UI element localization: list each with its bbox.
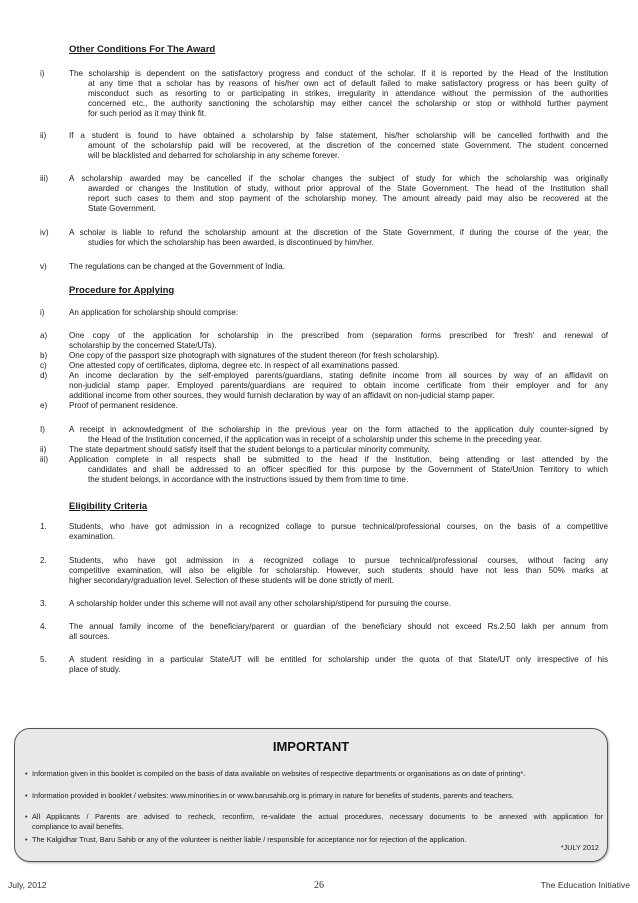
text-line: One attested copy of certificates, diploma, degree etc. in respect of all examinations passed. — [69, 361, 400, 370]
item-number: 1. — [40, 522, 47, 531]
text-line: One copy of the application for scholarship in the prescribed from (separation forms prescribed for 'fresh' and renewal of — [69, 331, 608, 340]
item-number: v) — [40, 262, 47, 271]
item-text — [69, 69, 608, 119]
text-line: scholarship by the concerned State/UTs). — [69, 341, 217, 350]
item-number: 5. — [40, 655, 47, 664]
item-number: iv) — [40, 228, 49, 237]
text-line: the student belongs, in accordance with the instructions issued by them from time to time. — [88, 475, 409, 484]
text-line: An income declaration by the self-employed parents/guardians, stating definite income from all sources by way of an affidavit on — [69, 371, 608, 380]
item-text — [69, 445, 608, 455]
text-line: higher secondary/graduation level. Selection of these students will be done strictly of merit. — [69, 576, 394, 585]
text-line: awarded or changes the Institution of study, without prior approval of the State Government. The head of the Institution shall — [88, 184, 608, 193]
item-text — [69, 262, 608, 272]
note-text — [32, 812, 603, 831]
text-line: The annual family income of the beneficiary/parent or guardian of the beneficiary should not exceed Rs.2.50 lakh per annum from — [69, 622, 608, 631]
item-text — [69, 308, 608, 318]
note-text — [32, 769, 603, 779]
item-text — [69, 371, 608, 401]
text-line: additional income from other sources, they would furnish declaration by way of an affidavit on non-judicial stamp paper. — [69, 391, 495, 400]
text-line: A receipt in acknowledgment of the scholarship in the previous year on the form attached to the application duly counter-signed by — [69, 425, 608, 434]
text-line: for such period as it may think fit. — [88, 109, 207, 118]
text-line: the Head of the Institution concerned, if the application was in receipt of a scholarship under this scheme in the preceding year. — [88, 435, 542, 444]
text-line: Proof of permanent residence. — [69, 401, 178, 410]
text-line: A student residing in a particular State/UT will be entitled for scholarship under the quota of that State/UT only irrespective of his — [69, 655, 608, 664]
item-text — [69, 556, 608, 586]
bullet-icon: • — [25, 812, 28, 821]
note-text — [32, 835, 603, 845]
text-line: Information provided in booklet / websites: www.minorities.in or www.barusahib.org is primary in nature for benefits of students, parents and teachers. — [32, 791, 514, 800]
item-number: iii) — [40, 455, 49, 464]
item-number: 4. — [40, 622, 47, 631]
note-text — [32, 791, 603, 801]
text-line: competitive examination, will also be eligible for scholarship. However, such students should have not less than 50% marks at — [69, 566, 608, 575]
item-number: e) — [40, 401, 48, 410]
item-number: i) — [40, 308, 45, 317]
text-line: all sources. — [69, 632, 110, 641]
item-number: i) — [40, 69, 45, 78]
procedure-heading: Procedure for Applying — [69, 285, 175, 296]
bullet-icon: • — [25, 835, 28, 844]
text-line: The Kalgidhar Trust, Baru Sahib or any of the volunteer is neither liable / responsible for acceptance nor for rejection of the application. — [32, 835, 467, 844]
text-line: misconduct such as resorting to or participating in strikes, irregularity in attendance without the permission of the authorities — [88, 89, 608, 98]
item-text — [69, 455, 608, 485]
item-number: b) — [40, 351, 48, 360]
other-conditions-heading: Other Conditions For The Award — [69, 44, 216, 55]
item-text — [69, 599, 608, 609]
text-line: compliance to avail benefits. — [32, 821, 124, 831]
item-number: ii) — [40, 131, 47, 140]
text-line: Application complete in all respects shall be submitted to the head if the Institution, being attending or last attended by the — [69, 455, 608, 464]
date-note: *JULY 2012 — [560, 843, 599, 852]
important-box — [14, 728, 608, 862]
bullet-icon: • — [25, 769, 28, 778]
text-line: State Government. — [88, 204, 156, 213]
text-line: All Applicants / Parents are advised to recheck, reconfirm, re-validate the actual procedures, necessary documents to be annexed with application for — [32, 812, 603, 821]
text-line: candidates and shall be addressed to an officer specified for this purpose by the Government of State/Union Territory to which — [88, 465, 608, 474]
text-line: amount of the scholarship paid will be recovered, at the discretion of the concerned state Government. The student concerned — [88, 141, 608, 150]
item-number: iii) — [40, 174, 49, 183]
text-line: The regulations can be changed at the Government of India. — [69, 262, 285, 271]
text-line: The state department should satisfy itself that the student belongs to a particular minority community. — [69, 445, 430, 454]
item-text — [69, 351, 608, 361]
footer-date: July, 2012 — [8, 880, 47, 890]
page-number: 26 — [314, 880, 324, 891]
item-text — [69, 522, 608, 542]
item-number: a) — [40, 331, 48, 340]
text-line: A scholar is liable to refund the scholarship amount at the discretion of the State Government, if during the course of the year, the — [69, 228, 608, 237]
text-line: examination. — [69, 532, 115, 541]
text-line: report such cases to them and stop payment of the scholarship money. The amount already paid may also be recovered at the — [88, 194, 608, 203]
text-line: at any time that a scholar has by reasons of his/her own act of default failed to make satisfactory progress or has been guilty of — [88, 79, 608, 88]
text-line: An application for scholarship should comprise: — [69, 308, 239, 317]
item-text — [69, 425, 608, 445]
text-line: will be blacklisted and debarred for scholarship in any scheme forever. — [88, 151, 340, 160]
item-text — [69, 331, 608, 351]
item-number: 2. — [40, 556, 47, 565]
footer-publication: The Education Initiative — [540, 880, 630, 890]
text-line: concerned etc., the authority sanctioning the scholarship may either cancel the scholarship or stop or withhold further payment — [88, 99, 608, 108]
text-line: Information given in this booklet is compiled on the basis of data available on websites of respective departments or organisations as on date of printing*. — [32, 769, 526, 778]
text-line: A scholarship awarded may be cancelled if the scholar changes the subject of study for which the scholarship was originally — [69, 174, 608, 183]
item-number: ii) — [40, 445, 47, 454]
text-line: studies for which the scholarship has been awarded, is discontinued by him/her. — [88, 238, 374, 247]
important-title: IMPORTANT — [272, 739, 350, 754]
bullet-icon: • — [25, 791, 28, 800]
text-line: non-judicial stamp paper. Employed parents/guardians are required to obtain income certificate from their employer and for any — [69, 381, 608, 390]
item-text — [69, 131, 608, 161]
item-text — [69, 401, 608, 411]
text-line: One copy of the passport size photograph with signatures of the student thereon (for fresh scholarship). — [69, 351, 440, 360]
text-line: Students, who have got admission in a recognized collage to pursue technical/professional courses, without facing any — [69, 556, 608, 565]
item-number: c) — [40, 361, 47, 370]
item-number: d) — [40, 371, 48, 380]
item-text — [69, 174, 608, 214]
text-line: If a student is found to have obtained a scholarship by false statement, his/her scholarship will be cancelled forthwith and the — [69, 131, 608, 140]
item-text — [69, 655, 608, 675]
item-number: I) — [40, 425, 45, 434]
item-number: 3. — [40, 599, 47, 608]
text-line: A scholarship holder under this scheme will not avail any other scholarship/stipend for pursuing the course. — [69, 599, 451, 608]
text-line: The scholarship is dependent on the satisfactory progress and conduct of the scholar. If it is reported by the Head of the Institution — [69, 69, 608, 78]
item-text — [69, 361, 608, 371]
text-line: Students, who have got admission in a recognized collage to pursue technical/professional courses, on the basis of a competitive — [69, 522, 608, 531]
item-text — [69, 622, 608, 642]
eligibility-heading: Eligibility Criteria — [69, 501, 148, 512]
item-text — [69, 228, 608, 248]
text-line: place of study. — [69, 665, 121, 674]
